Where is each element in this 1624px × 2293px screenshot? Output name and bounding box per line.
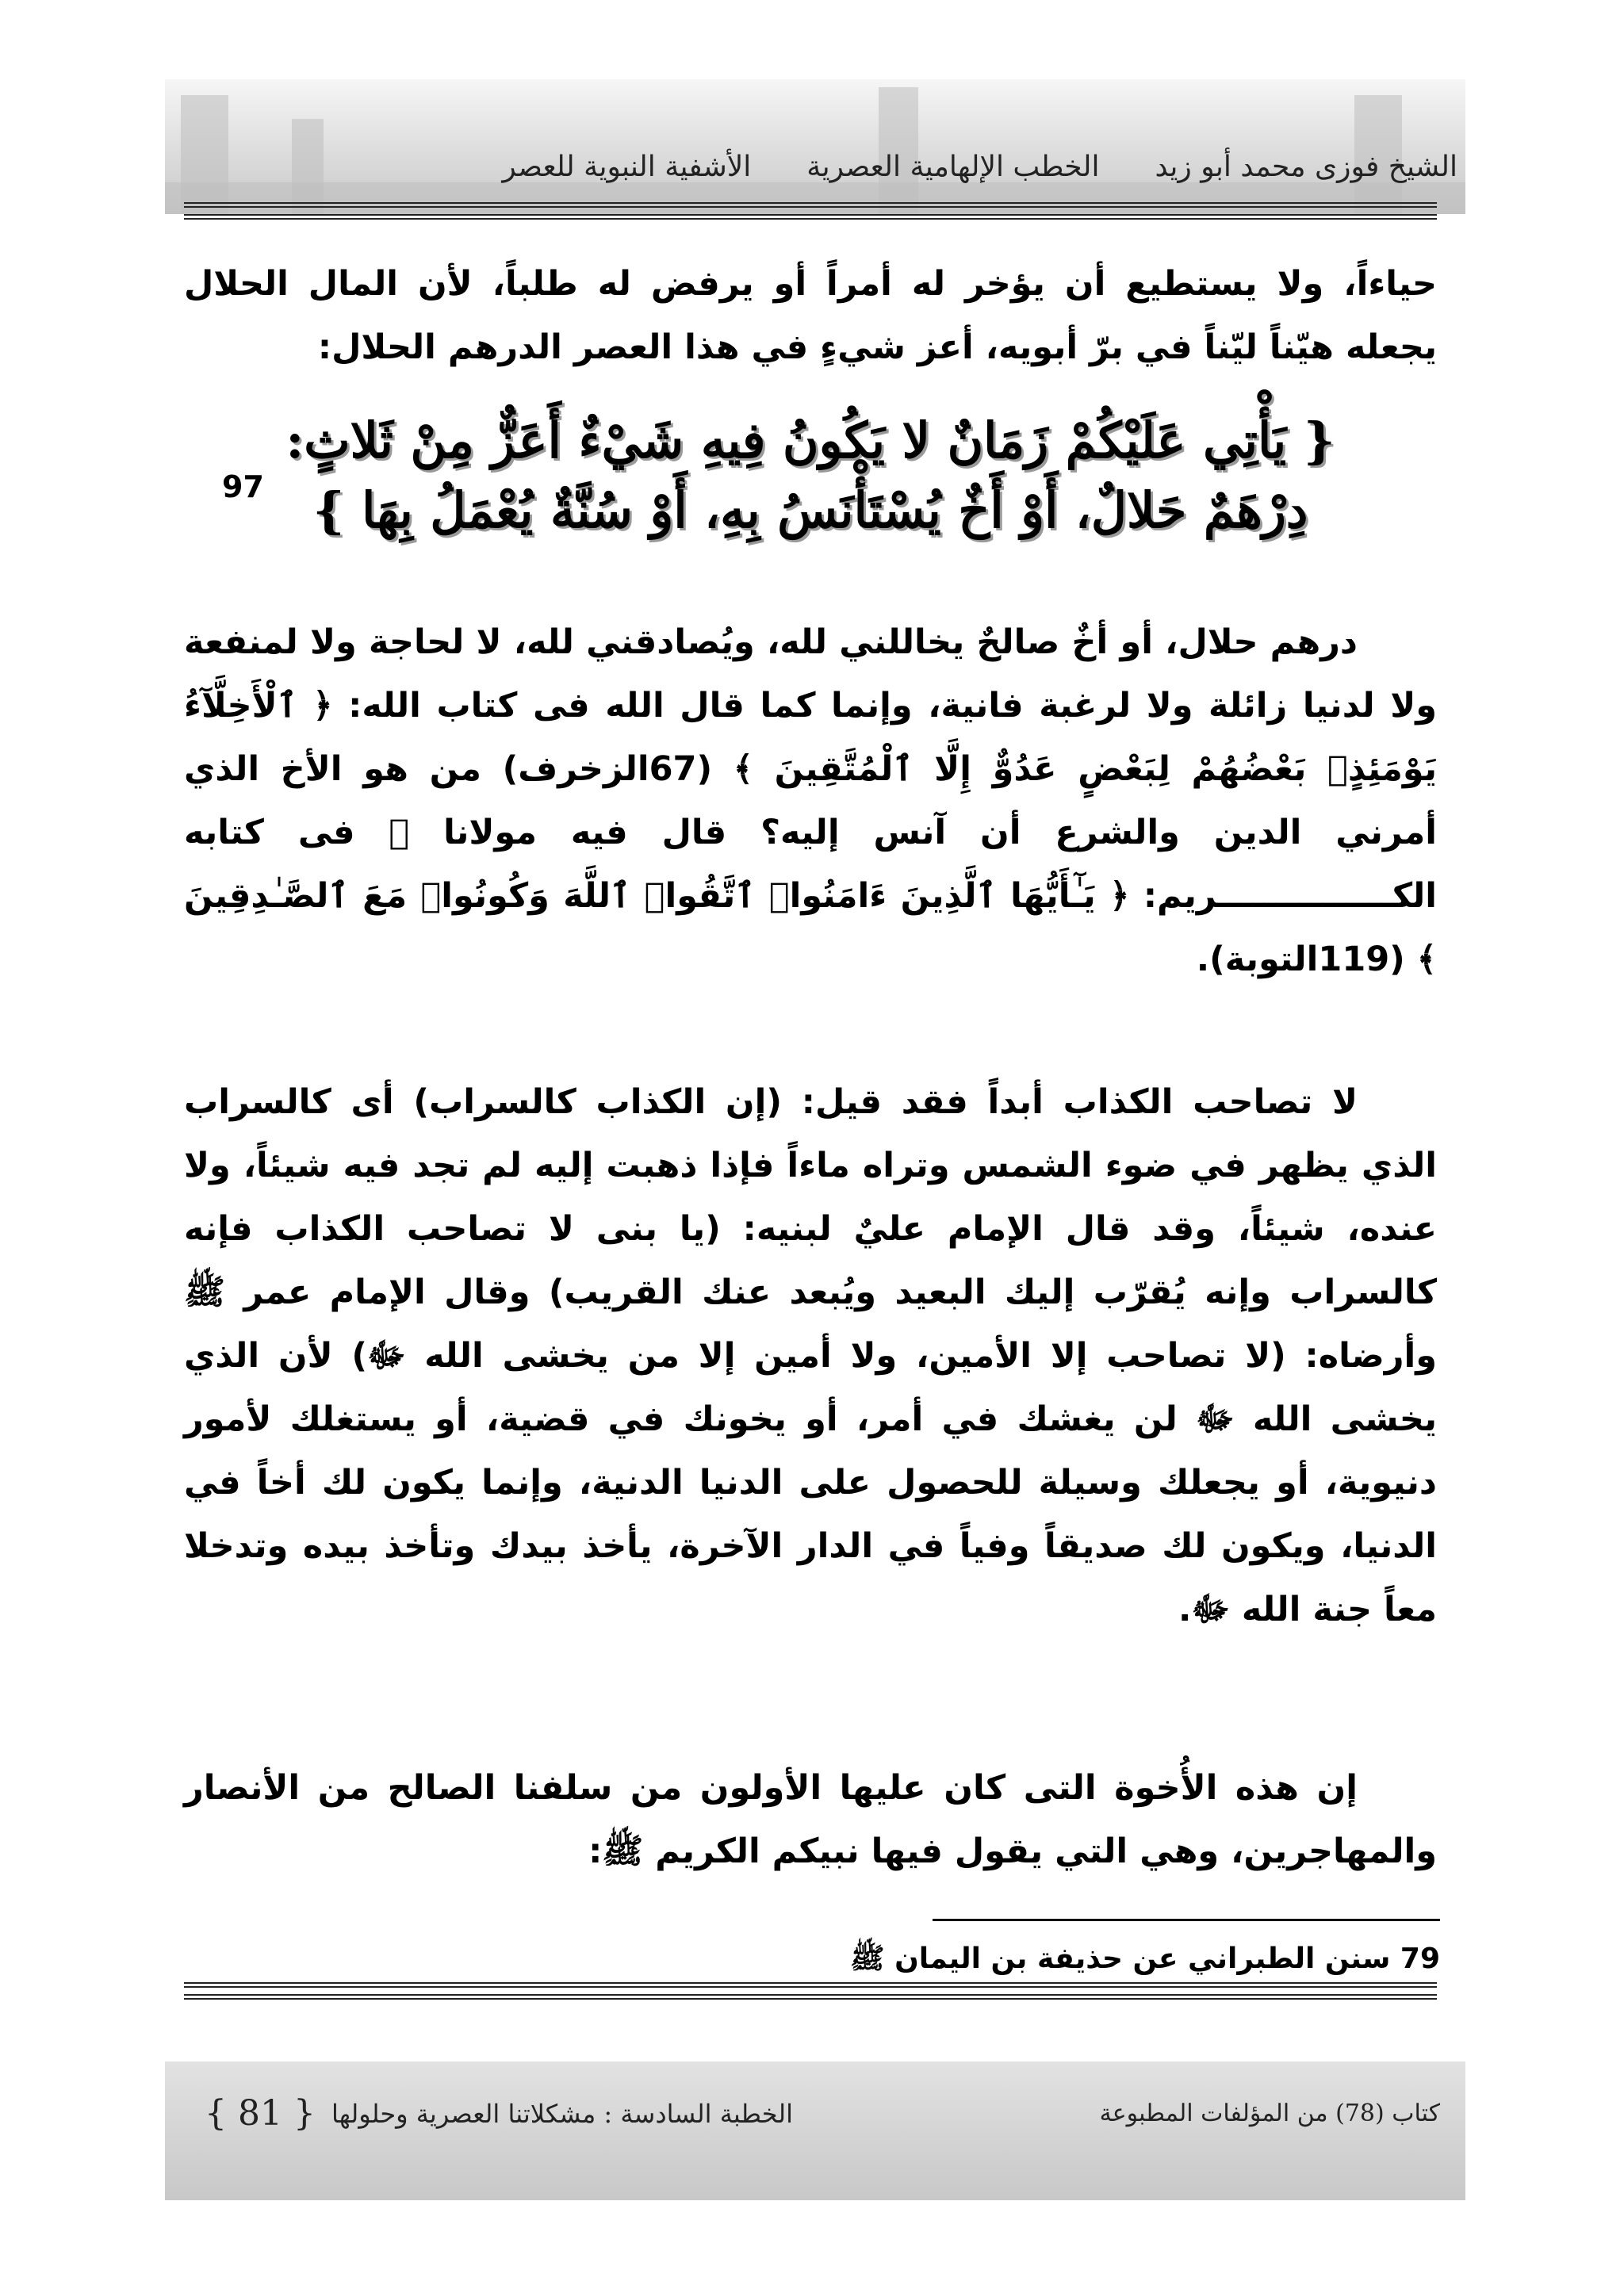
hadith-block (184, 406, 1437, 545)
header-series: الخطب الإلهامية العصرية (806, 151, 1100, 183)
paragraph-4: إن هذه الأُخوة التى كان عليها الأولون من سلفنا الصالح من الأنصار والمهاجرين، وهي التي يقول فيها نبيكم الكريم ﷺ: (184, 1768, 1437, 1871)
running-header (285, 151, 1457, 183)
paragraph-1-line-2: يجعله هيّناً ليّناً في برّ أبويه، أعز شيءٍ في هذا العصر الدرهم الحلال: (317, 327, 1437, 367)
paragraph-1-line-1: حياءاً، ولا يستطيع أن يؤخر له أمراً أو يرفض له طلباً، لأن المال الحلال (184, 264, 1437, 304)
hadith-footnote-ref: 97 (222, 469, 264, 504)
footer-book-label: كتاب (78) من المؤلفات المطبوعة (1099, 2100, 1440, 2127)
footer-right-group (205, 2093, 793, 2134)
footer-text (205, 2093, 1440, 2134)
header-book: الأشفية النبوية للعصر (502, 151, 752, 183)
page-number: { 81 } (205, 2093, 316, 2134)
footnote-text: 79 سنن الطبراني عن حذيفة بن اليمان ﷺ (850, 1943, 1440, 1975)
hadith-line-1: { يَأْتِي عَلَيْكُمْ زَمَانٌ لا يَكُونُ فِيهِ شَيْءٌ أَعَزٌّ مِنْ ثَلاثٍ: (285, 412, 1335, 469)
hadith-line-2: دِرْهَمٌ حَلالٌ، أَوْ أَخٌ يُسْتَأْنَسُ بِهِ، أَوْ سُنَّةٌ يُعْمَلُ بِهَا } (312, 481, 1308, 539)
footer-divider (184, 1982, 1437, 2000)
paragraph-2: درهم حلال، أو أخٌ صالحٌ يخاللني لله، ويُصادقني لله، لا لحاجة ولا لمنفعة ولا لدنيا زائلة ولا لرغبة فانية، وإنما كما قال الله فى كتاب الله: ﴿ ٱلْأَخِلَّآءُ يَوْمَئِذٍۭ بَعْضُهُمْ لِبَعْضٍ عَدُوٌّ إِلَّا ٱلْمُتَّقِينَ ﴾ (67الزخرف) من هو الأخ الذي أمرني الدين والشرع أن آنس إليه؟ قال فيه مولانا ﷻ فى كتابه الكـــــــــــــــريم: ﴿ يَـٰٓأَيُّهَا ٱلَّذِينَ ءَامَنُوا۟ ٱتَّقُوا۟ ٱللَّهَ وَكُونُوا۟ مَعَ ٱلصَّـٰدِقِينَ ﴾ (119التوبة). (184, 622, 1437, 979)
footnote-rule (933, 1919, 1440, 1921)
header-divider (184, 202, 1437, 220)
header-banner (165, 79, 1465, 214)
paragraph-1 (184, 252, 1437, 379)
header-author: الشيخ فوزى محمد أبو زيد (1155, 151, 1457, 183)
minaret-shape (165, 2061, 197, 2172)
paragraph-3: لا تصاحب الكذاب أبداً فقد قيل: (إن الكذاب كالسراب) أى كالسراب الذي يظهر في ضوء الشمس وتراه ماءاً فإذا ذهبت إليه لم تجد فيه شيئاً، ولا عنده، شيئاً، وقد قال الإمام عليٌ لبنيه: (يا بنى لا تصاحب الكذاب فإنه كالسراب وإنه يُقرّب إليك البعيد ويُبعد عنك القريب) وقال الإمام عمر ﷺ وأرضاه: (لا تصاحب إلا الأمين، ولا أمين إلا من يخشى الله ﷻ) لأن الذي يخشى الله ﷻ لن يغشك في أمر، أو يخونك في قضية، أو يستغلك لأمور دنيوية، أو يجعلك وسيلة للحصول على الدنيا الدنية، وإنما يكون لك أخاً في الدنيا، ويكون لك صديقاً وفياً في الدار الآخرة، يأخذ بيدك وتأخذ بيده وتدخلا معاً جنة الله ﷻ. (184, 1082, 1437, 1629)
minaret-shape (165, 2172, 197, 2200)
footer-sermon-label: الخطبة السادسة : مشكلاتنا العصرية وحلولها (331, 2098, 794, 2129)
